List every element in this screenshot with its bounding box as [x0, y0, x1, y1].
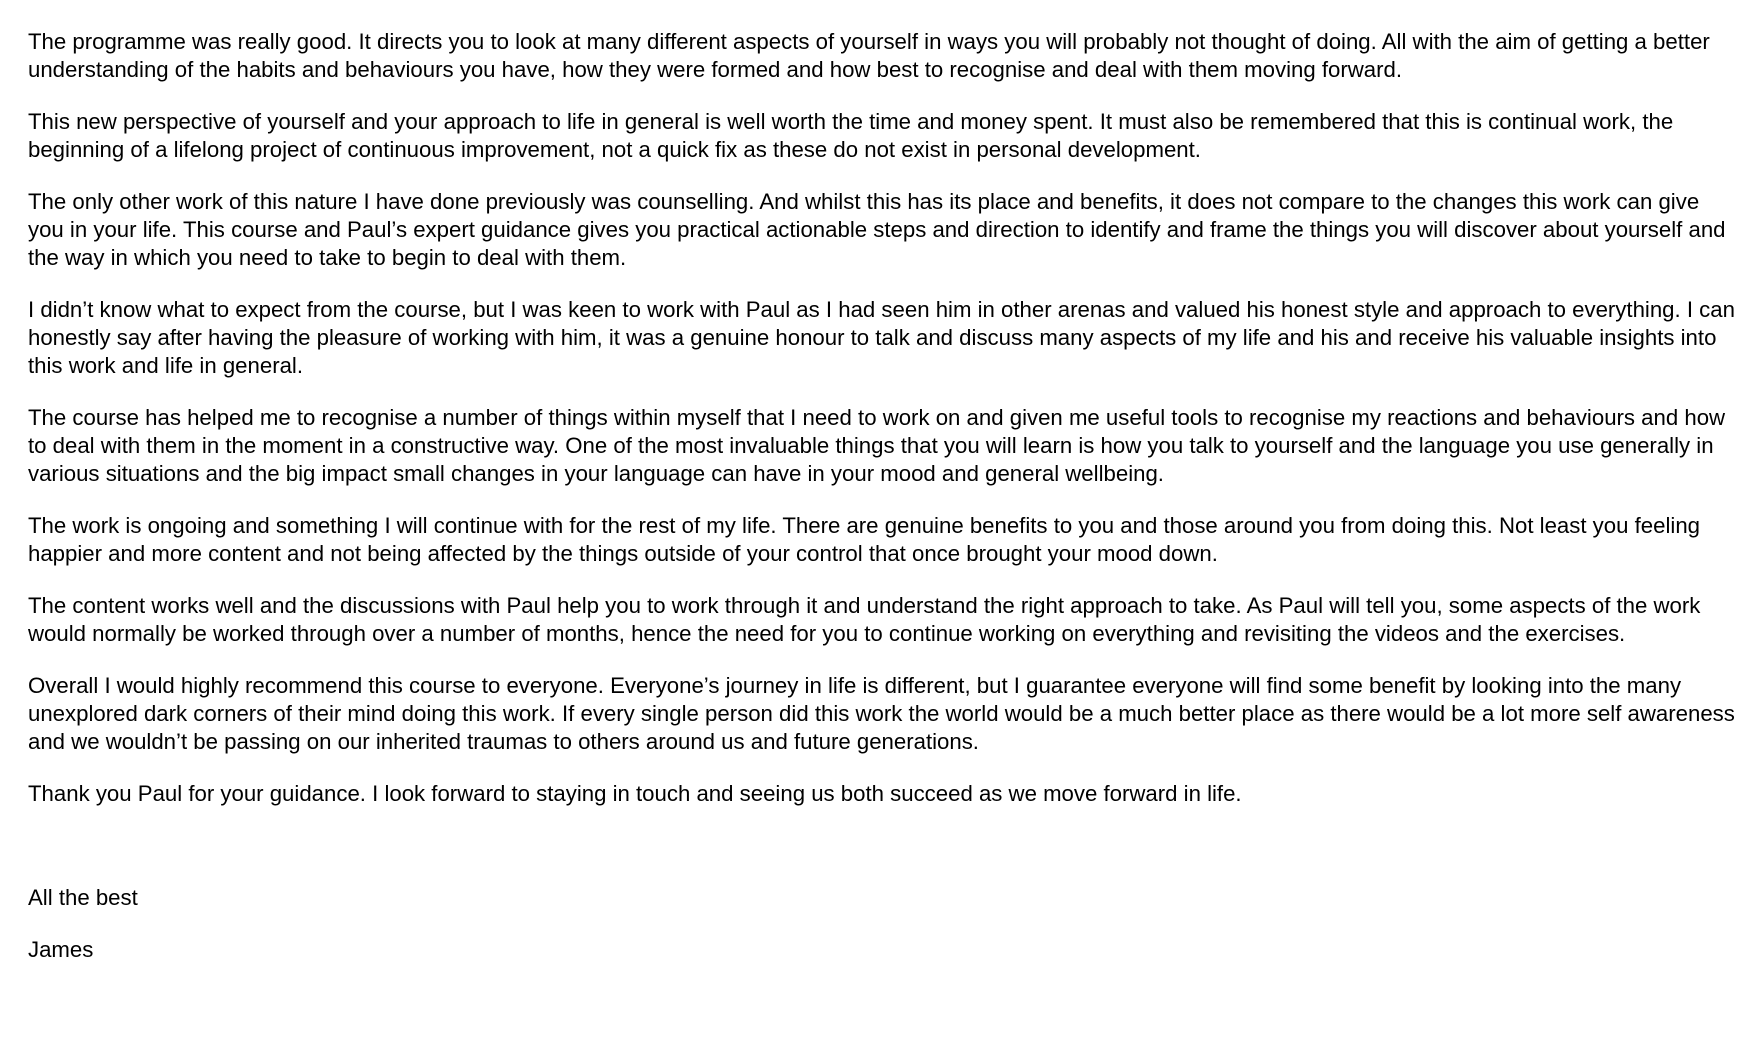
paragraph-3: The only other work of this nature I have done previously was counselling. And whilst this has its place and benefits, it does not compare to the changes this work can give you in your life. This course and Paul’s expert guidance gives you practical actionable steps and direction to identify and frame the things you will discover about yourself and the way in which you need to take to begin to deal with them.: [28, 189, 1726, 270]
paragraph-6: The work is ongoing and something I will continue with for the rest of my life. There are genuine benefits to you and those around you from doing this. Not least you feeling happier and more content and not being affected by the things outside of your control that once brought your mood down.: [28, 513, 1701, 566]
paragraph-1: The programme was really good. It directs you to look at many different aspects of yourself in ways you will probably not thought of doing. All with the aim of getting a better understanding of the habits and behaviours you have, how they were formed and how best to recognise and deal with them moving forward.: [28, 29, 1710, 82]
paragraph-7: The content works well and the discussions with Paul help you to work through it and understand the right approach to take. As Paul will tell you, some aspects of the work would normally be worked through over a number of months, hence the need for you to continue working on everything and revisiting the videos and the exercises.: [28, 593, 1701, 646]
paragraph-2: This new perspective of yourself and your approach to life in general is well worth the time and money spent. It must also be remembered that this is continual work, the beginning of a lifelong project of continuous improvement, not a quick fix as these do not exist in personal development.: [28, 109, 1674, 162]
closing-line: All the best: [28, 885, 138, 910]
paragraph-5: The course has helped me to recognise a number of things within myself that I need to work on and given me useful tools to recognise my reactions and behaviours and how to deal with them in the moment in a constructive way. One of the most invaluable things that you will learn is how you talk to yourself and the language you use generally in various situations and the big impact small changes in your language can have in your mood and general wellbeing.: [28, 405, 1726, 486]
paragraph-9: Thank you Paul for your guidance. I look forward to staying in touch and seeing us both succeed as we move forward in life.: [28, 781, 1242, 806]
signature-name: James: [28, 937, 94, 962]
document-body: [28, 28, 1738, 988]
paragraph-8: Overall I would highly recommend this course to everyone. Everyone’s journey in life is different, but I guarantee everyone will find some benefit by looking into the many unexplored dark corners of their mind doing this work. If every single person did this work the world would be a much better place as there would be a lot more self awareness and we wouldn’t be passing on our inherited traumas to others around us and future generations.: [28, 673, 1735, 754]
blank-space: [28, 832, 1738, 884]
paragraph-4: I didn’t know what to expect from the course, but I was keen to work with Paul as I had seen him in other arenas and valued his honest style and approach to everything. I can honestly say after having the pleasure of working with him, it was a genuine honour to talk and discuss many aspects of my life and his and receive his valuable insights into this work and life in general.: [28, 297, 1735, 378]
